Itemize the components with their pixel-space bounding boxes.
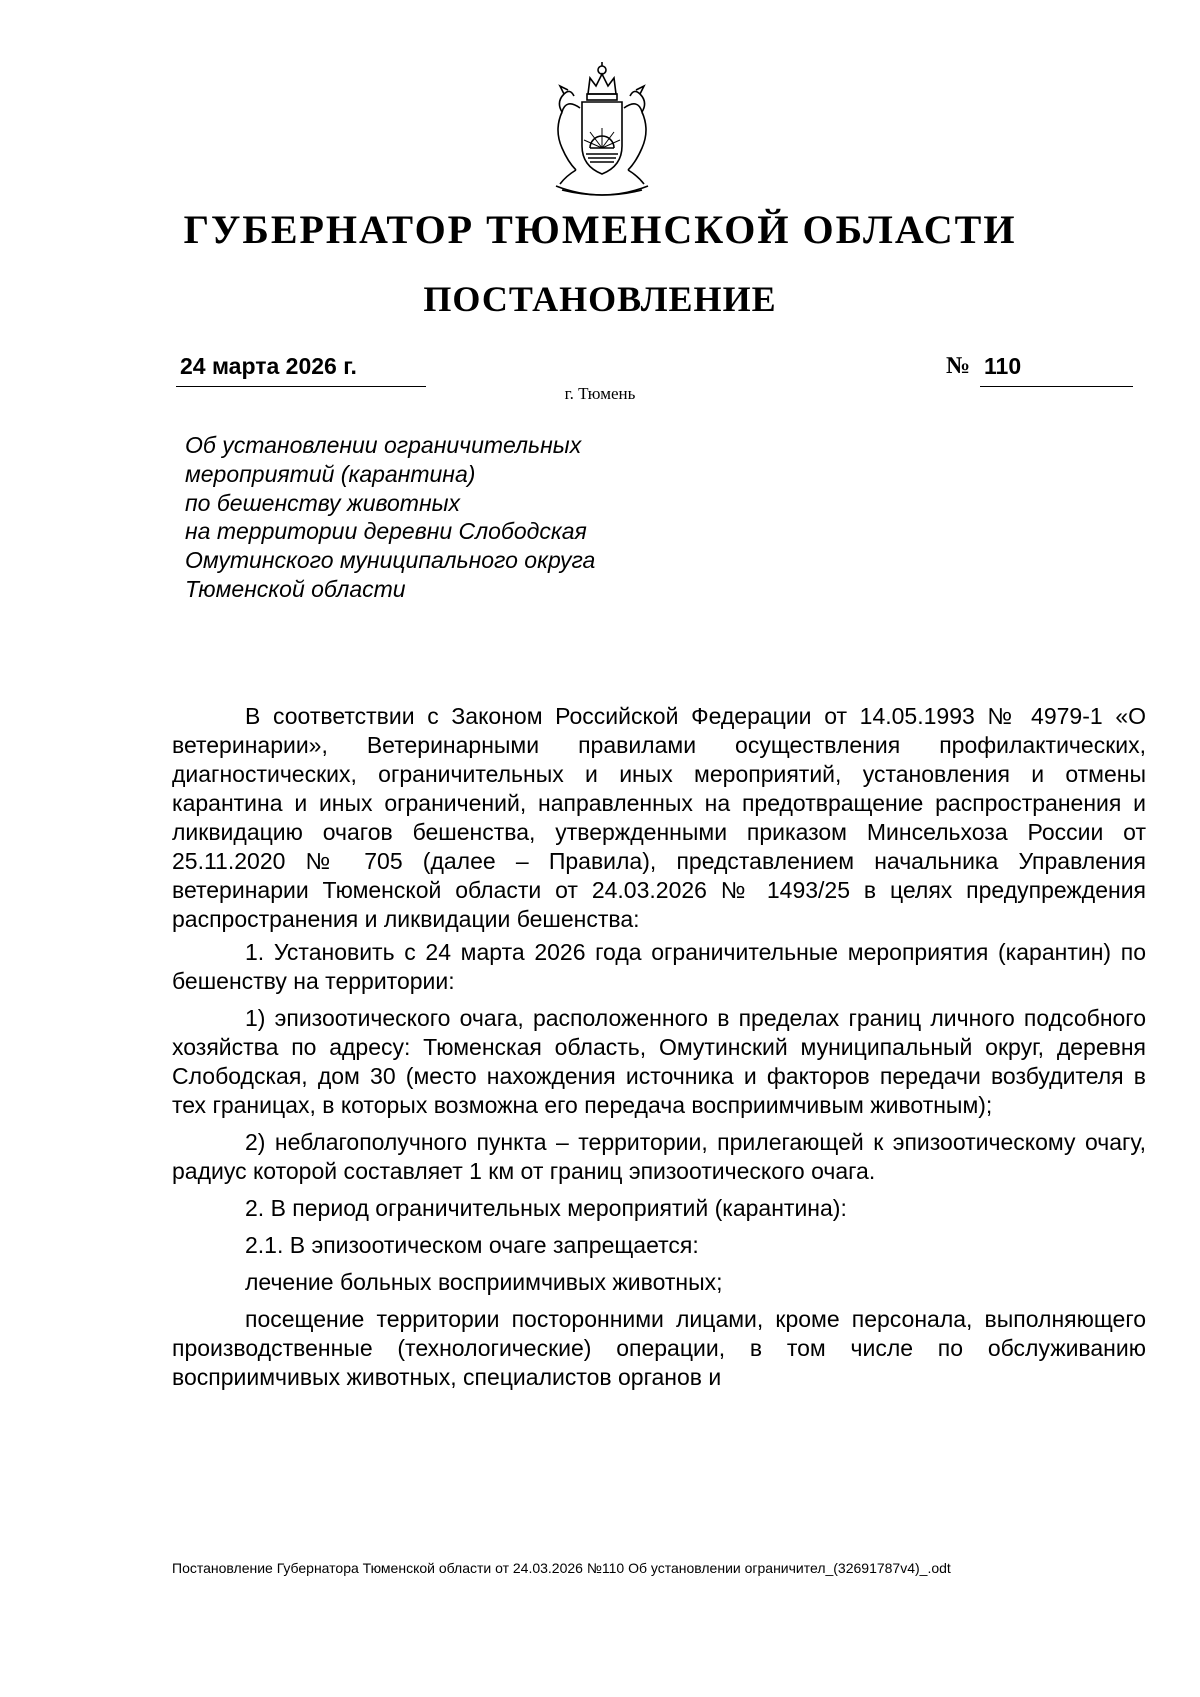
issuer-title: ГУБЕРНАТОР ТЮМЕНСКОЙ ОБЛАСТИ [183, 207, 1017, 252]
coat-of-arms-icon [540, 58, 664, 200]
document-body [172, 702, 1146, 1400]
subject-line: по бешенству животных [185, 489, 461, 516]
body-paragraph: лечение больных восприимчивых животных; [245, 1269, 723, 1295]
page-footer: Постановление Губернатора Тюменской области от 24.03.2026 №110 Об установлении ограничител_(32691787v4)_.odt [172, 1560, 951, 1576]
subject-line: на территории деревни Слободская [185, 518, 587, 545]
document-date: 24 марта 2026 г. [176, 353, 426, 387]
body-paragraph: 2.1. В эпизоотическом очаге запрещается: [245, 1232, 699, 1258]
body-paragraph: посещение территории посторонними лицами, кроме персонала, выполняющего производственные (технологические) операции, в том числе по обслуживанию восприимчивых животных, специалистов органов и [172, 1306, 1146, 1390]
subject-line: мероприятий (карантина) [185, 460, 476, 487]
document-type: ПОСТАНОВЛЕНИЕ [423, 279, 777, 319]
subject-line: Об установлении ограничительных [185, 432, 582, 458]
body-paragraph: 2) неблагополучного пункта – территории, прилегающей к эпизоотическому очагу, радиус которой составляет 1 км от границ эпизоотического очага. [172, 1129, 1146, 1184]
document-subject [185, 431, 745, 604]
number-label: № [946, 353, 971, 379]
body-paragraph: 2. В период ограничительных мероприятий (карантина): [245, 1195, 847, 1221]
subject-line: Омутинского муниципального округа [185, 547, 596, 574]
body-paragraph: 1. Установить с 24 марта 2026 года ограничительные мероприятия (карантин) по бешенству на территории: [172, 939, 1146, 994]
subject-line: Тюменской области [185, 575, 406, 602]
preamble-paragraph: В соответствии с Законом Российской Федерации от 14.05.1993 № 4979-1 «О ветеринарии», Ветеринарными правилами осуществления профилактических, диагностических, ограничительных и иных мероприятий, установления и отмены карантина и иных ограничений, направленных на предотвращение распространения и ликвидацию очагов бешенства, утвержденными приказом Минсельхоза России от 25.11.2020 № 705 (далее – Правила), представлением начальника Управления ветеринарии Тюменской области от 24.03.2026 № 1493/25 в целях предупреждения распространения и ликвидации бешенства: [172, 703, 1146, 932]
body-paragraph: 1) эпизоотического очага, расположенного в пределах границ личного подсобного хозяйства по адресу: Тюменская область, Омутинский муниципальный округ, деревня Слободская, дом 30 (место нахождения источника и факторов передачи возбудителя в тех границах, в которых возможна его передача восприимчивым животным); [172, 1005, 1146, 1118]
issue-city: г. Тюмень [564, 384, 636, 403]
document-number: 110 [980, 353, 1133, 387]
